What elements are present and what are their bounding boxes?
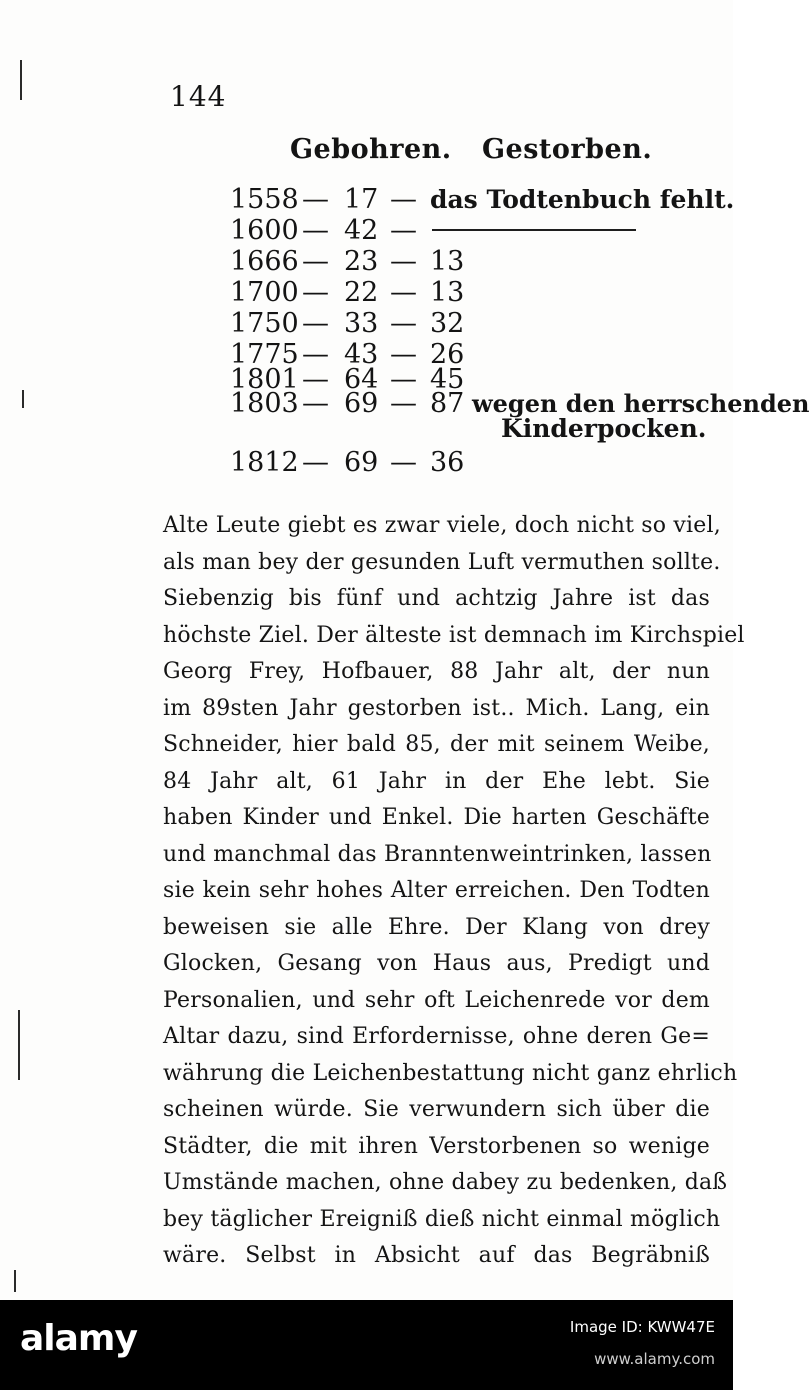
dash: —	[390, 184, 417, 215]
image-id: Image ID: KWW47E	[569, 1318, 715, 1336]
dash: —	[302, 184, 329, 215]
text-line: haben Kinder und Enkel. Die harten Geschäfte	[163, 805, 710, 830]
scan-mark	[14, 1270, 16, 1292]
text-line: wäre. Selbst in Absicht auf das Begräbniß	[163, 1243, 710, 1268]
watermark-logo: alamy	[20, 1318, 137, 1359]
dash: —	[390, 447, 417, 478]
header-born: Gebohren.	[290, 134, 452, 165]
note-cell: das Todtenbuch fehlt.	[430, 185, 735, 214]
text-line: höchste Ziel. Der älteste ist demnach im Kirchspiel	[163, 622, 745, 648]
died-cell: 36	[430, 447, 465, 478]
died-cell: 45	[430, 364, 465, 395]
year-cell: 1558	[230, 184, 299, 215]
text-line: sie kein sehr hohes Alter erreichen. Den Todten	[163, 878, 710, 903]
text-line: währung die Leichenbestattung nicht ganz ehrlich	[163, 1060, 738, 1086]
text-line: Altar dazu, sind Erfordernisse, ohne deren Ge=	[163, 1024, 710, 1049]
dash: —	[302, 388, 329, 419]
watermark-banner	[0, 1300, 733, 1390]
dash: —	[390, 339, 417, 370]
note-cell: wegen den herrschenden	[472, 389, 809, 418]
text-line: Alte Leute giebt es zwar viele, doch nicht so viel,	[163, 513, 721, 538]
born-cell: 33	[344, 308, 379, 339]
text-line: Glocken, Gesang von Haus aus, Predigt und	[163, 951, 710, 976]
text-line: und manchmal das Branntenweintrinken, lassen	[163, 841, 712, 867]
dash: —	[302, 215, 329, 246]
born-cell: 64	[344, 364, 379, 395]
born-cell: 43	[344, 339, 379, 370]
dash: —	[302, 308, 329, 339]
text-line: im 89sten Jahr gestorben ist.. Mich. Lang, ein	[163, 695, 710, 721]
born-cell: 69	[344, 447, 379, 478]
died-cell: 32	[430, 308, 465, 339]
year-cell: 1801	[230, 364, 299, 395]
text-line: Siebenzig bis fünf und achtzig Jahre ist das	[163, 586, 710, 611]
died-cell: 13	[430, 246, 465, 277]
year-cell: 1700	[230, 277, 299, 308]
dash: —	[302, 339, 329, 370]
page-number: 144	[170, 80, 227, 113]
text-line: beweisen sie alle Ehre. Der Klang von drey	[163, 914, 710, 940]
died-cell: 13	[430, 277, 465, 308]
dash: —	[302, 447, 329, 478]
text-line: Schneider, hier bald 85, der mit seinem Weibe,	[163, 732, 710, 757]
born-cell: 22	[344, 277, 379, 308]
dash: —	[390, 388, 417, 419]
text-line: bey täglicher Ereigniß dieß nicht einmal möglich	[163, 1206, 721, 1232]
missing-records-rule	[432, 229, 636, 231]
born-cell: 17	[344, 184, 379, 215]
dash: —	[302, 364, 329, 395]
text-line: 84 Jahr alt, 61 Jahr in der Ehe lebt. Sie	[163, 768, 710, 794]
born-cell: 23	[344, 246, 379, 277]
died-cell: 87	[430, 388, 465, 419]
year-cell: 1803	[230, 388, 299, 419]
text-line: scheinen würde. Sie verwundern sich über die	[163, 1097, 710, 1122]
text-line: als man bey der gesunden Luft vermuthen sollte.	[163, 549, 721, 575]
dash: —	[390, 246, 417, 277]
year-cell: 1666	[230, 246, 299, 277]
table-row	[230, 445, 710, 481]
died-cell: 26	[430, 339, 465, 370]
year-cell: 1812	[230, 447, 299, 478]
born-cell: 42	[344, 215, 379, 246]
dash: —	[302, 246, 329, 277]
year-cell: 1600	[230, 215, 299, 246]
header-died: Gestorben.	[482, 134, 653, 165]
dash: —	[390, 215, 417, 246]
text-line: Umstände machen, ohne dabey zu bedenken, daß	[163, 1170, 728, 1195]
watermark-url: www.alamy.com	[594, 1350, 715, 1368]
dash: —	[390, 364, 417, 395]
scan-mark	[22, 390, 24, 408]
text-line: Personalien, und sehr oft Leichenrede vor dem	[163, 987, 710, 1013]
dash: —	[302, 277, 329, 308]
born-cell: 69	[344, 388, 379, 419]
year-cell: 1750	[230, 308, 299, 339]
dash: —	[390, 308, 417, 339]
body-paragraph	[163, 508, 745, 1275]
text-line: Georg Frey, Hofbauer, 88 Jahr alt, der nun	[163, 659, 710, 684]
dash: —	[390, 277, 417, 308]
text-line: Städter, die mit ihren Verstorbenen so wenige	[163, 1133, 710, 1159]
scan-mark	[18, 1010, 20, 1080]
note-continuation: Kinderpocken.	[501, 414, 707, 443]
scan-mark	[20, 60, 22, 100]
year-cell: 1775	[230, 339, 299, 370]
